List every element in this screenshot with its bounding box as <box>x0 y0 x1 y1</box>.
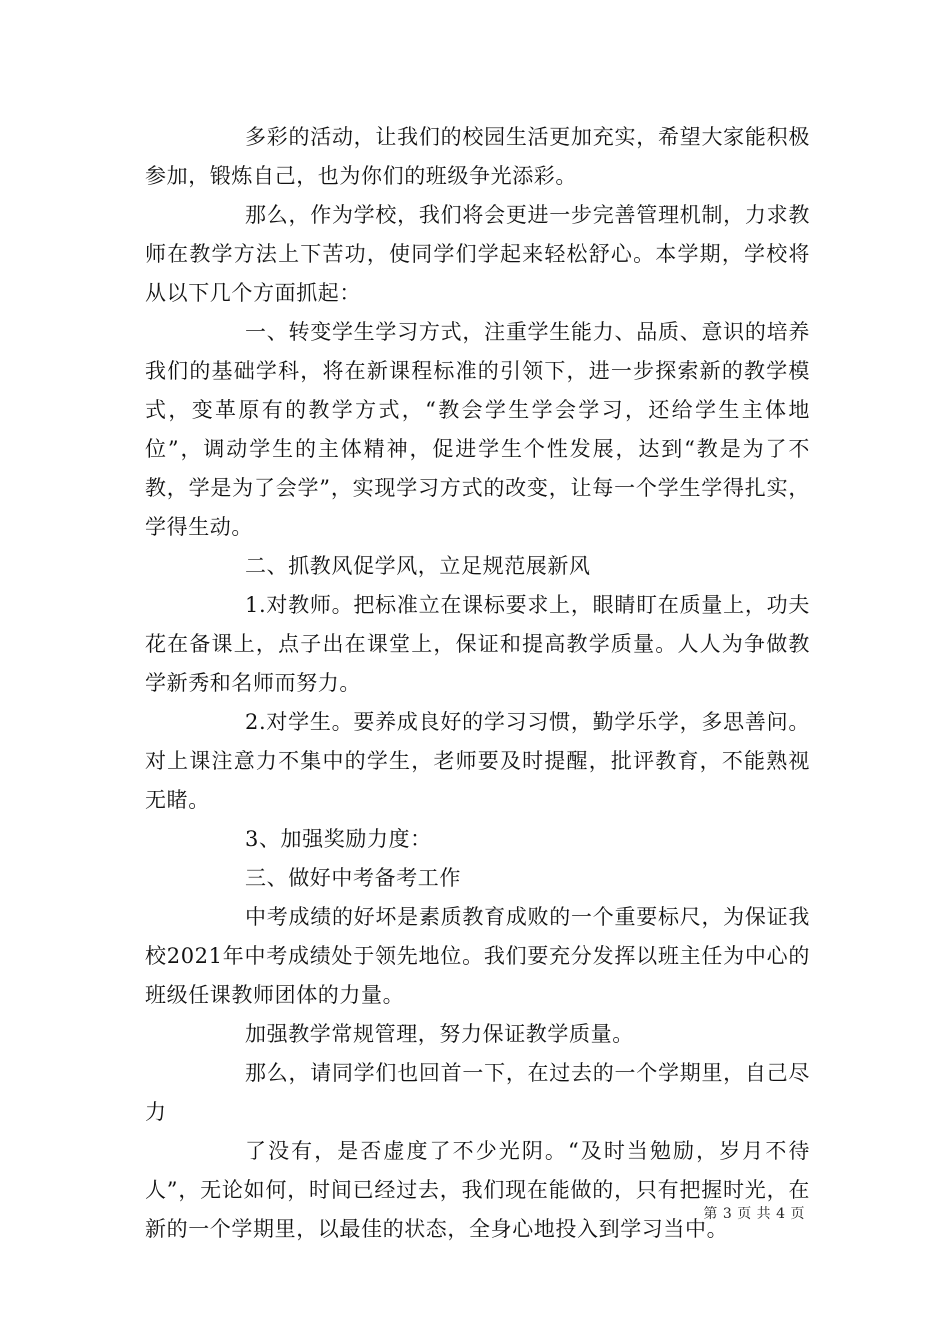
document-body <box>145 118 810 1249</box>
paragraph-reflect: 那么，请同学们也回首一下，在过去的一个学期里，自己尽力 <box>145 1061 810 1124</box>
paragraph-3: 一、转变学生学习方式，注重学生能力、品质、意识的培养我们的基础学科，将在新课程标准的引领下，进一步探索新的教学模式，变革原有的教学方式，“教会学生学会学习，还给学生主体地位”，调动学生的主体精神，促进学生个性发展，达到“教是为了不教，学是为了会学”，实现学习方式的改变，让每一个学生学得扎实，学得生动。 <box>145 320 810 539</box>
page-number-footer: 第 3 页 共 4 页 <box>703 1206 805 1222</box>
paragraph-rewards: 3、加强奖励力度： <box>245 827 432 851</box>
paragraph-2: 那么，作为学校，我们将会更进一步完善管理机制，力求教师在教学方法上下苦功，使同学们学起来轻松舒心。本学期，学校将从以下几个方面抓起： <box>145 203 810 305</box>
paragraph-teachers: 1.对教师。把标准立在课标要求上，眼睛盯在质量上，功夫花在备课上，点子出在课堂上，保证和提高教学质量。人人为争做教学新秀和名师而努力。 <box>145 593 810 695</box>
section-heading-3: 三、做好中考备考工作 <box>245 866 461 890</box>
paragraph-exam: 中考成绩的好坏是素质教育成败的一个重要标尺，为保证我校2021年中考成绩处于领先地位。我们要充分发挥以班主任为中心的班级任课教师团体的力量。 <box>145 905 810 1007</box>
paragraph-1: 多彩的活动，让我们的校园生活更加充实，希望大家能积极参加，锻炼自己，也为你们的班级争光添彩。 <box>145 125 810 188</box>
paragraph-routine: 加强教学常规管理，努力保证教学质量。 <box>245 1022 634 1046</box>
paragraph-students: 2.对学生。要养成良好的学习习惯，勤学乐学，多思善问。对上课注意力不集中的学生，老师要及时提醒，批评教育，不能熟视无睹。 <box>145 710 810 812</box>
paragraph-closing: 了没有，是否虚度了不少光阴。“及时当勉励，岁月不待人”，无论如何，时间已经过去，我们现在能做的，只有把握时光，在新的一个学期里，以最佳的状态，全身心地投入到学习当中。 <box>145 1139 810 1241</box>
section-heading-2: 二、抓教风促学风，立足规范展新风 <box>245 554 591 578</box>
